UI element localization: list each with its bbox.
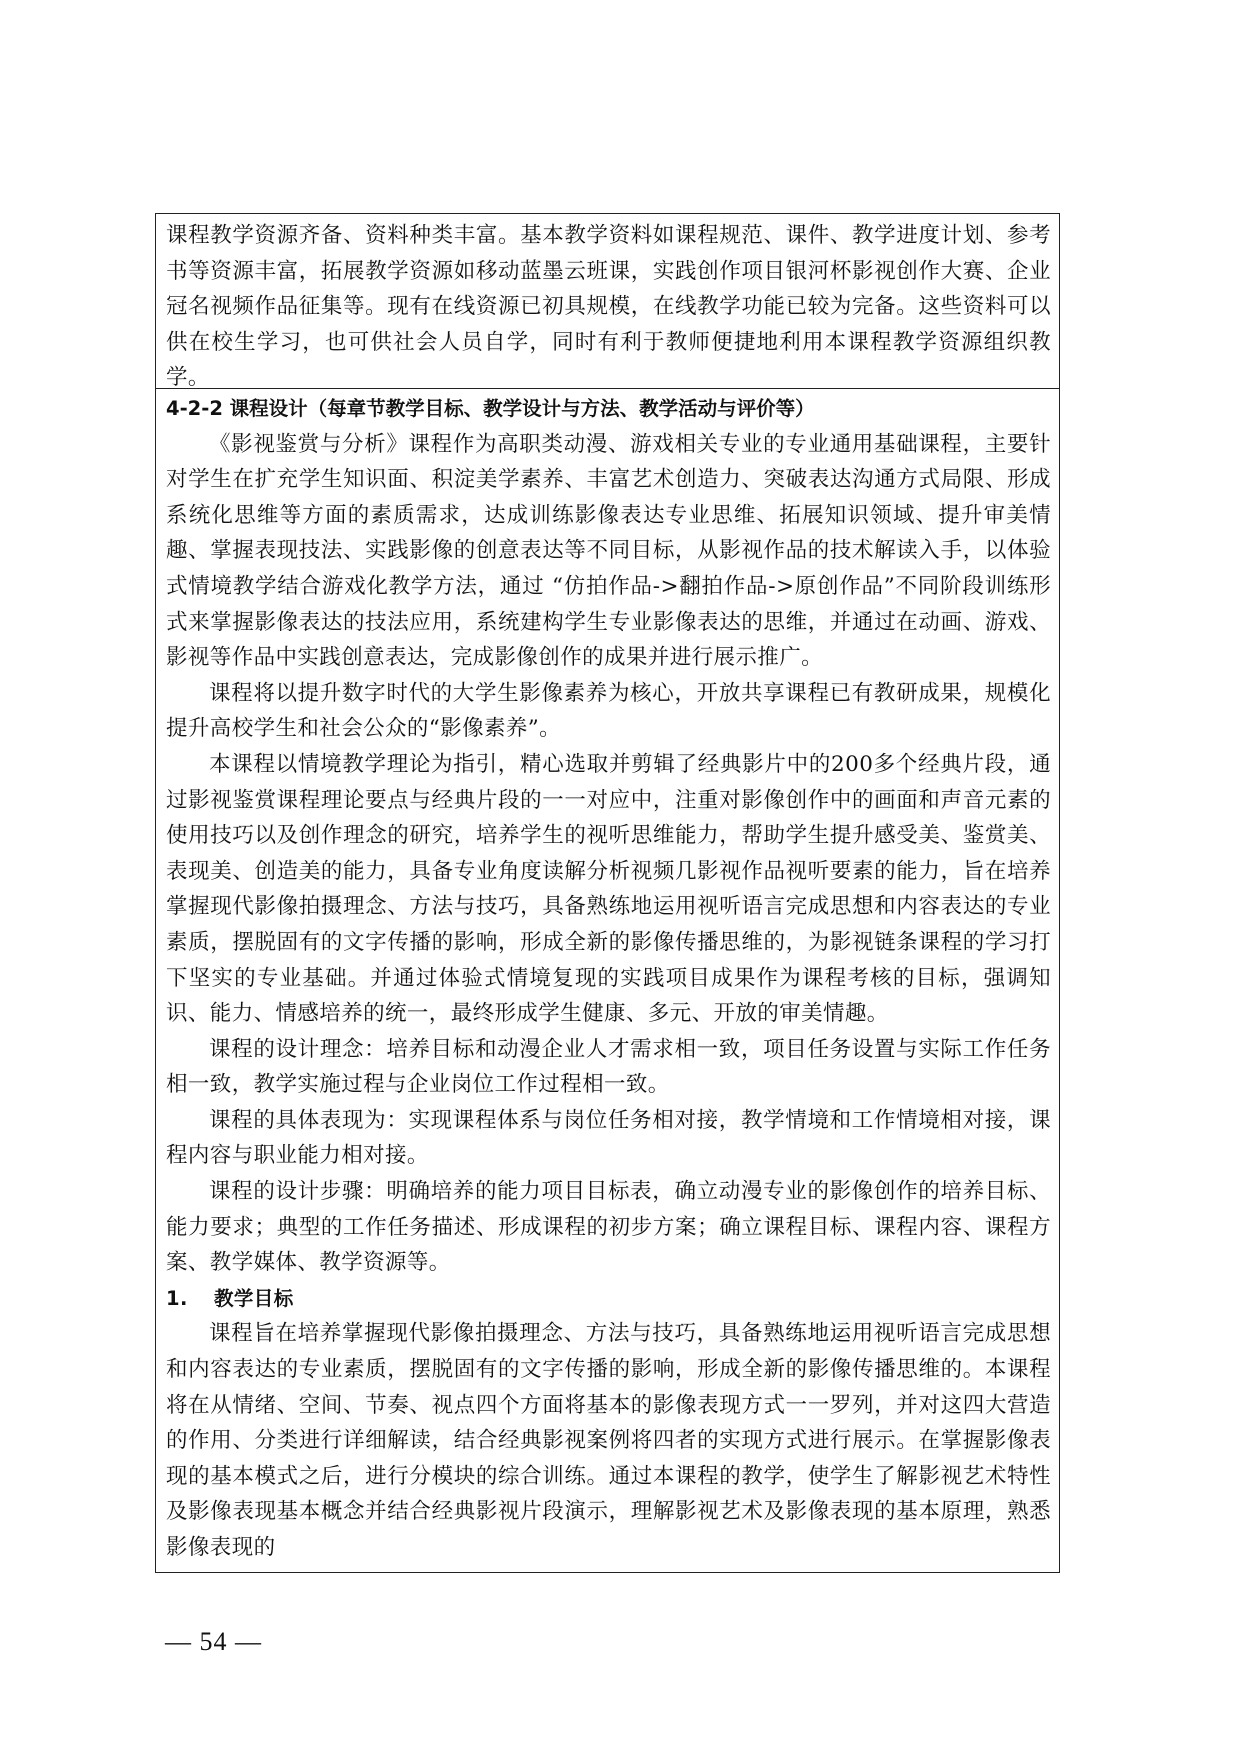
resources-cell bbox=[156, 214, 1059, 389]
section-heading: 4-2-2 课程设计（每章节教学目标、教学设计与方法、教学活动与评价等） bbox=[166, 397, 815, 420]
page-number: — 54 — bbox=[165, 1627, 262, 1656]
subheading-title: 教学目标 bbox=[214, 1286, 294, 1310]
subheading-number: 1. bbox=[166, 1286, 188, 1310]
content-table bbox=[155, 213, 1060, 1573]
subheading-teaching-goals bbox=[166, 1281, 1051, 1317]
paragraph-manifestation: 课程的具体表现为：实现课程体系与岗位任务相对接，教学情境和工作情境相对接，课程内容与职业能力相对接。 bbox=[166, 1107, 1051, 1169]
paragraph-design-steps: 课程的设计步骤：明确培养的能力项目目标表，确立动漫专业的影像创作的培养目标、能力要求；典型的工作任务描述、形成课程的初步方案；确立课程目标、课程内容、课程方案、教学媒体、教学资源等。 bbox=[166, 1179, 1051, 1276]
resources-paragraph: 课程教学资源齐备、资料种类丰富。基本教学资料如课程规范、课件、教学进度计划、参考书等资源丰富，拓展教学资源如移动蓝墨云班课，实践创作项目银河杯影视创作大赛、企业冠名视频作品征集等。现有在线资源已初具规模，在线教学功能已较为完备。这些资料可以供在校生学习，也可供社会人员自学，同时有利于教师便捷地利用本课程教学资源组织教学。 bbox=[166, 223, 1051, 391]
paragraph-theory: 本课程以情境教学理论为指引，精心选取并剪辑了经典影片中的200多个经典片段，通过影视鉴赏课程理论要点与经典片段的一一对应中，注重对影像创作中的画面和声音元素的使用技巧以及创作理念的研究，培养学生的视听思维能力，帮助学生提升感受美、鉴赏美、表现美、创造美的能力，具备专业角度读解分析视频几影视作品视听要素的能力，旨在培养掌握现代影像拍摄理念、方法与技巧，具备熟练地运用视听语言完成思想和内容表达的专业素质，摆脱固有的文字传播的影响，形成全新的影像传播思维的，为影视链条课程的学习打下坚实的专业基础。并通过体验式情境复现的实践项目成果作为课程考核的目标，强调知识、能力、情感培养的统一，最终形成学生健康、多元、开放的审美情趣。 bbox=[166, 751, 1051, 1027]
paragraph-design-concept: 课程的设计理念：培养目标和动漫企业人才需求相一致，项目任务设置与实际工作任务相一致，教学实施过程与企业岗位工作过程相一致。 bbox=[166, 1036, 1051, 1098]
paragraph-goals: 课程旨在培养掌握现代影像拍摄理念、方法与技巧，具备熟练地运用视听语言完成思想和内容表达的专业素质，摆脱固有的文字传播的影响，形成全新的影像传播思维的。本课程将在从情绪、空间、节奏、视点四个方面将基本的影像表现方式一一罗列，并对这四大营造的作用、分类进行详细解读，结合经典影视案例将四者的实现方式进行展示。在掌握影像表现的基本模式之后，进行分模块的综合训练。通过本课程的教学，使学生了解影视艺术特性及影像表现基本概念并结合经典影视片段演示，理解影视艺术及影像表现的基本原理，熟悉影像表现的 bbox=[166, 1321, 1051, 1560]
course-design-cell bbox=[156, 389, 1059, 1572]
paragraph-intro: 《影视鉴赏与分析》课程作为高职类动漫、游戏相关专业的专业通用基础课程，主要针对学生在扩充学生知识面、积淀美学素养、丰富艺术创造力、突破表达沟通方式局限、形成系统化思维等方面的素质需求，达成训练影像表达专业思维、拓展知识领域、提升审美情趣、掌握表现技法、实践影像的创意表达等不同目标，从影视作品的技术解读入手，以体验式情境教学结合游戏化教学方法，通过 “仿拍作品->翻拍作品->原创作品”不同阶段训练形式来掌握影像表达的技法应用，系统建构学生专业影像表达的思维，并通过在动画、游戏、影视等作品中实践创意表达，完成影像创作的成果并进行展示推广。 bbox=[166, 431, 1051, 671]
paragraph-core: 课程将以提升数字时代的大学生影像素养为核心，开放共享课程已有教研成果，规模化提升高校学生和社会公众的“影像素养”。 bbox=[166, 680, 1051, 742]
